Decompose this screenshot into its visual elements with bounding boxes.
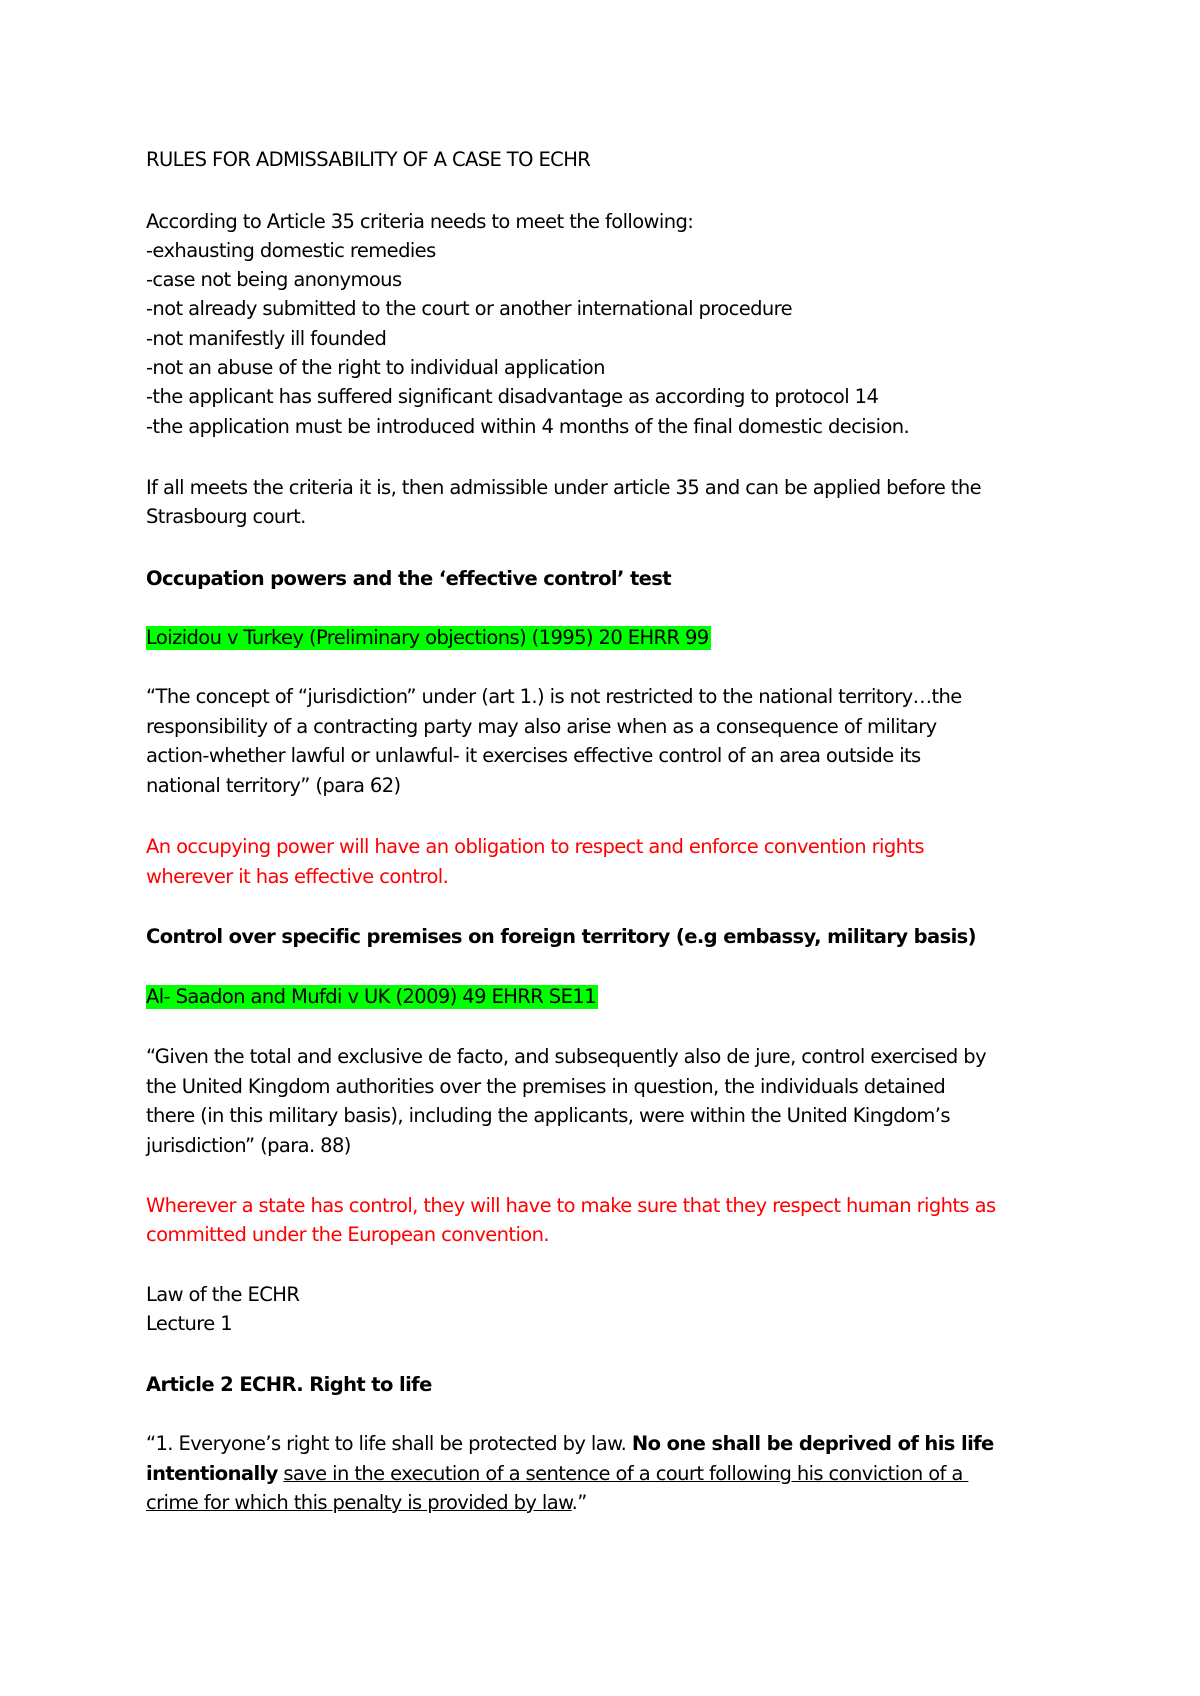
quote-line: the United Kingdom authorities over the premises in question, the individuals detained [146,1075,946,1098]
note-line: Wherever a state has control, they will have to make sure that they respect human rights as [146,1194,996,1217]
lecture-number: Lecture 1 [146,1312,233,1335]
article-2-heading: Article 2 ECHR. Right to life [146,1373,432,1396]
article-2-underlined-text: crime for which this penalty is provided by law [146,1491,572,1514]
quote-line: “Given the total and exclusive de facto, and subsequently also de jure, control exercised by [146,1045,987,1068]
document-title: RULES FOR ADMISSABILITY OF A CASE TO ECHR [146,148,591,171]
case-highlight: Al- Saadon and Mufdi v UK (2009) 49 EHRR SE11 [146,985,596,1008]
criteria-item: -not already submitted to the court or another international procedure [146,297,793,320]
section-heading-occupation: Occupation powers and the ‘effective control’ test [146,567,672,590]
article-2-line-2 [146,1461,968,1487]
article-2-underlined-text: save in the execution of a sentence of a court following his conviction of a [283,1462,969,1485]
article-2-line-3 [146,1490,587,1516]
quote-line: jurisdiction” (para. 88) [146,1134,351,1157]
criteria-item: -not manifestly ill founded [146,327,387,350]
criteria-item: -case not being anonymous [146,268,402,291]
section-heading-premises: Control over specific premises on foreign territory (e.g embassy, military basis) [146,925,976,948]
case-citation-loizidou [146,625,711,651]
article-2-line-1 [146,1431,994,1457]
case-citation-al-saadon [146,984,598,1010]
note-line: wherever it has effective control. [146,865,449,888]
quote-line: responsibility of a contracting party may also arise when as a consequence of military [146,715,937,738]
quote-line: there (in this military basis), including the applicants, were within the United Kingdom’s [146,1104,950,1127]
article-2-bold-text: intentionally [146,1462,278,1485]
intro-text: According to Article 35 criteria needs to meet the following: [146,210,694,233]
article-2-text: “1. Everyone’s right to life shall be protected by law. [146,1432,632,1455]
note-line: An occupying power will have an obligation to respect and enforce convention rights [146,835,924,858]
note-line: committed under the European convention. [146,1223,549,1246]
quote-line: “The concept of “jurisdiction” under (art 1.) is not restricted to the national territory…the [146,685,962,708]
conclusion-line: If all meets the criteria it is, then admissible under article 35 and can be applied before the [146,476,982,499]
article-2-text: .” [571,1491,587,1514]
article-2-bold-text: No one shall be deprived of his life [631,1432,994,1455]
criteria-item: -not an abuse of the right to individual application [146,356,605,379]
criteria-item: -exhausting domestic remedies [146,239,436,262]
case-highlight: Loizidou v Turkey (Preliminary objections) (1995) 20 EHRR 99 [146,626,709,649]
lecture-course: Law of the ECHR [146,1283,300,1306]
quote-line: national territory” (para 62) [146,774,401,797]
quote-line: action-whether lawful or unlawful- it exercises effective control of an area outside its [146,744,921,767]
conclusion-line: Strasbourg court. [146,505,306,528]
criteria-item: -the application must be introduced within 4 months of the final domestic decision. [146,415,910,438]
criteria-item: -the applicant has suffered significant disadvantage as according to protocol 14 [146,385,879,408]
